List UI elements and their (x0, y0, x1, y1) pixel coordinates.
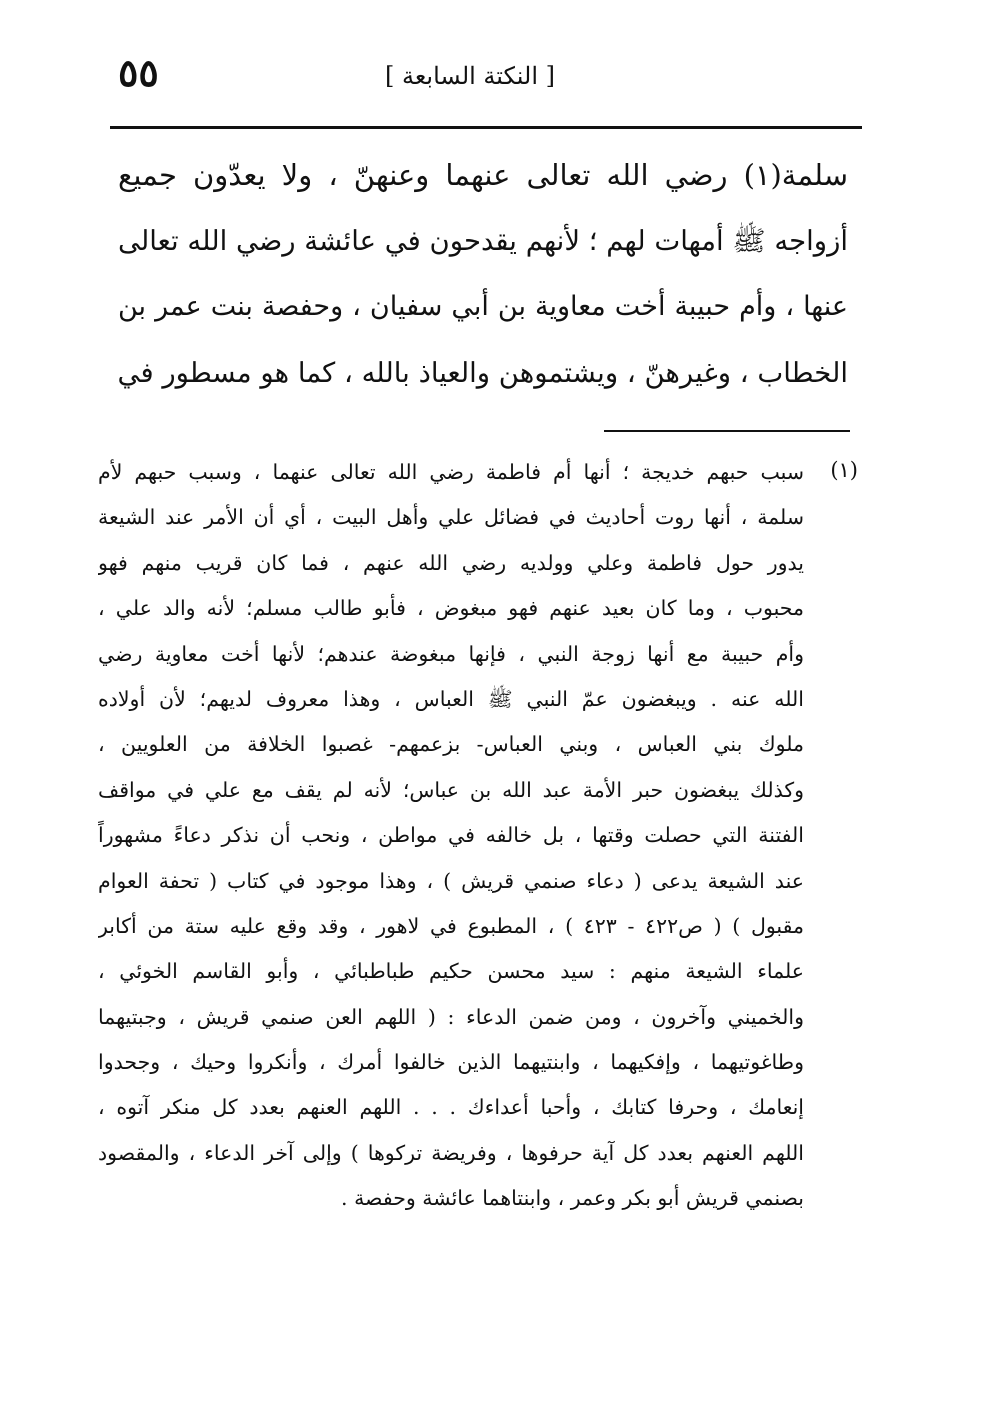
main-text-line: سلمة(١) رضي الله تعالى عنهما وعنهنّ ، ولا يعدّون جميع (118, 158, 848, 192)
page-number: ٥٥ (118, 50, 159, 95)
footnote-separator (604, 430, 850, 432)
main-text-block (118, 142, 848, 406)
footnote-line: مقبول ) ( ص٤٢٢ - ٤٢٣ ) ، المطبوع في لاهور ، وقد وقع عليه ستة من أكابر (98, 913, 804, 938)
footnote-text (98, 450, 804, 1222)
footnote-line: وكذلك يبغضون حبر الأمة عبد الله بن عباس؛ لأنه لم يقف مع علي في مواقف (98, 777, 804, 802)
footnote-block (98, 450, 858, 1222)
main-text-line: أزواجه ﷺ أمهات لهم ؛ لأنهم يقدحون في عائشة رضي الله تعالى (118, 225, 848, 257)
footnote-line: وأم حبيبة مع أنها زوجة النبي ، فإنها مبغوضة عندهم؛ لأنها أخت معاوية رضي (98, 641, 804, 666)
footnote-line: سلمة ، أنها روت أحاديث في فضائل علي وأهل البيت ، أي أن الأمر عند الشيعة (98, 505, 804, 530)
main-text-line: الخطاب ، وغيرهنّ ، ويشتموهن والعياذ بالله ، كما هو مسطور في (118, 357, 848, 389)
header-rule (110, 126, 862, 129)
footnote-line: محبوب ، وما كان بعيد عنهم فهو مبغوض ، فأبو طالب مسلم؛ لأنه والد علي ، (98, 596, 804, 621)
footnote-line: إنعامك ، وحرفا كتابك ، وأحبا أعداءك . . . اللهم العنهم بعدد كل منكر آتوه ، (98, 1095, 804, 1120)
running-header-title: [ النكتة السابعة ] (384, 62, 556, 90)
footnote-line: عند الشيعة يدعى ( دعاء صنمي قريش ) ، وهذا موجود في كتاب ( تحفة العوام (98, 868, 804, 893)
footnote-line: بصنمي قريش أبو بكر وعمر ، وابنتاهما عائشة وحفصة . (341, 1186, 804, 1211)
footnote-line: وطاغوتيهما ، وإفكيهما ، وابنتيهما الذين خالفوا أمرك ، وأنكروا وحيك ، وجحدوا (98, 1050, 804, 1075)
footnote-line: الفتنة التي حصلت وقتها ، بل خالفه في مواطن ، ونحب أن نذكر دعاءً مشهوراً (98, 823, 804, 848)
footnote-line: يدور حول فاطمة وعلي وولديه رضي الله عنهم ، فما كان قريب منهم فهو (98, 550, 804, 575)
footnote-line: الله عنه . ويبغضون عمّ النبي ﷺ العباس ، وهذا معروف لديهم؛ لأن أولاده (98, 686, 804, 711)
footnote-line: علماء الشيعة منهم : سيد محسن حكيم طباطبائي ، وأبو القاسم الخوئي ، (98, 959, 804, 984)
footnote-line: ملوك بني العباس ، وبني العباس- بزعمهم- غصبوا الخلافة من العلويين ، (98, 732, 804, 757)
footnote-line: والخميني وآخرون ، ومن ضمن الدعاء : ( اللهم العن صنمي قريش ، وجبتيهما (98, 1004, 804, 1029)
footnote-marker: (١) (830, 458, 858, 482)
footnote-line: سبب حبهم خديجة ؛ أنها أم فاطمة رضي الله تعالى عنهما ، وسبب حبهم لأم (98, 460, 804, 484)
main-text-line: عنها ، وأم حبيبة أخت معاوية بن أبي سفيان ، وحفصة بنت عمر بن (118, 291, 848, 322)
footnote-line: اللهم العنهم بعدد كل آية حرفوها ، وفريضة تركوها ) وإلى آخر الدعاء ، والمقصود (98, 1140, 804, 1165)
